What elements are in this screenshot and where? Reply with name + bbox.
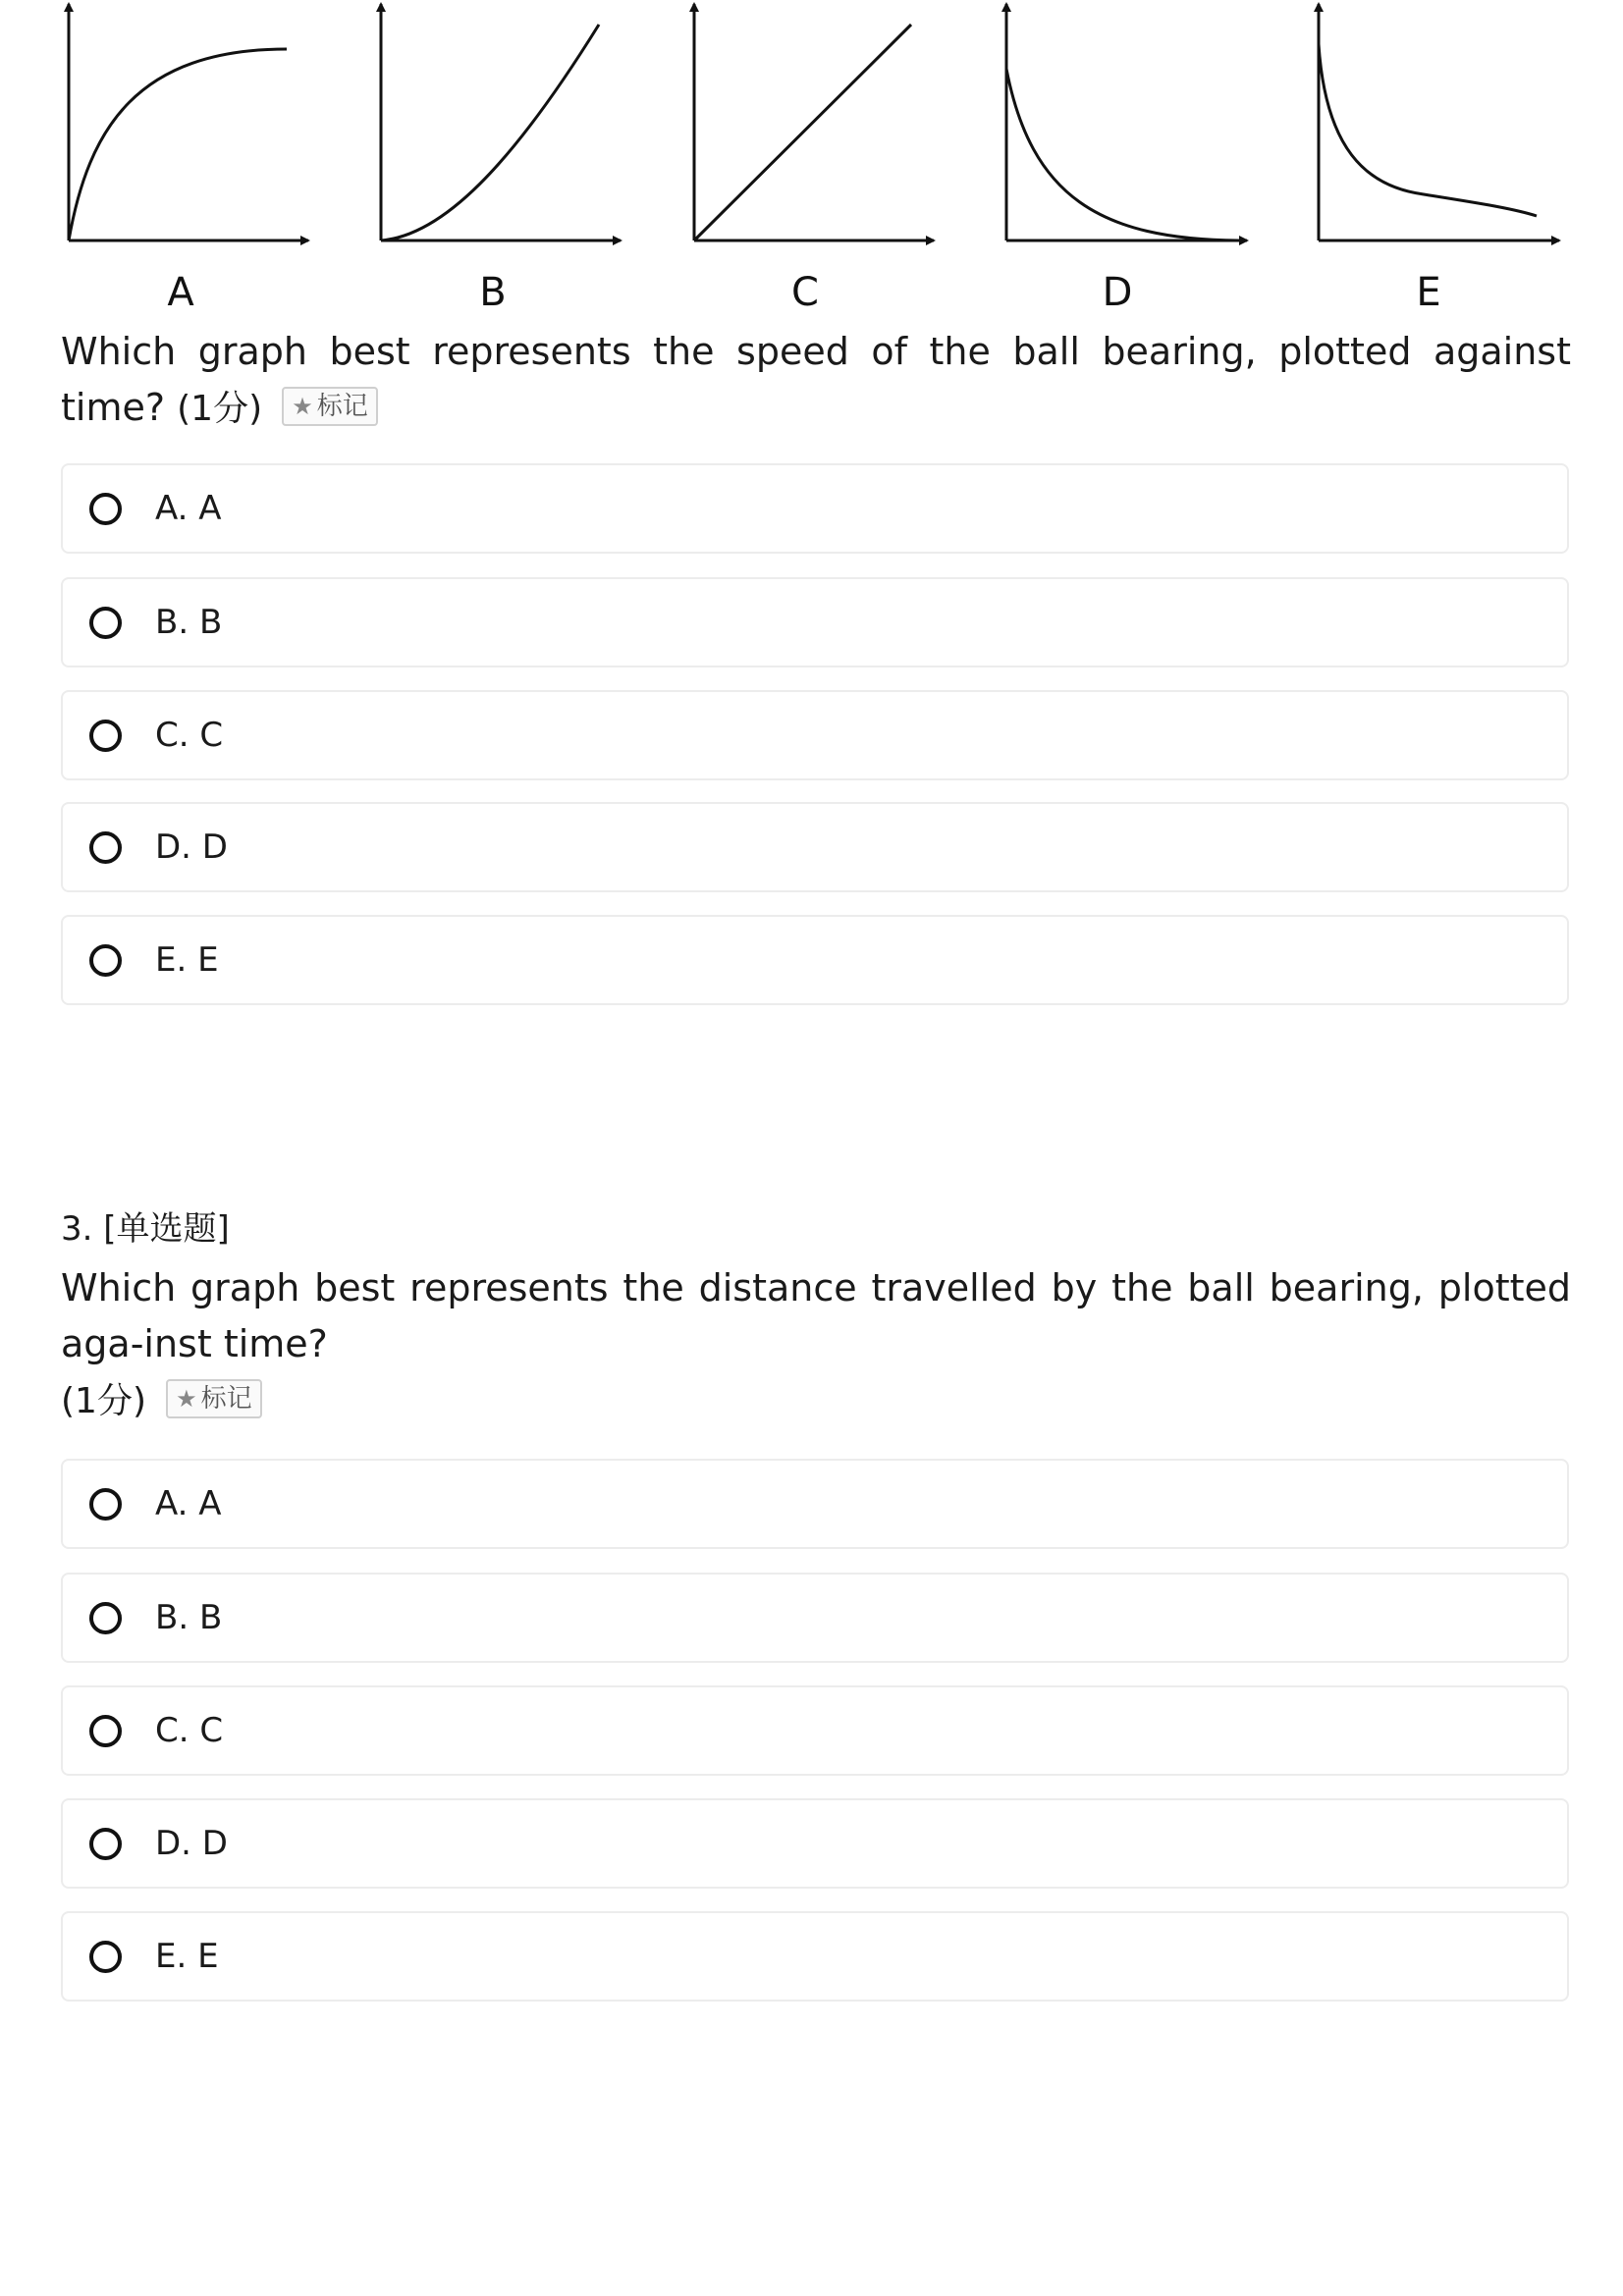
question-3-option-a[interactable] [61,1459,1569,1549]
radio-icon[interactable] [89,831,122,864]
question-2-text [61,324,1571,437]
option-label: A. A [155,489,222,528]
question-2-option-e[interactable] [61,915,1569,1005]
graph-a [69,4,308,240]
radio-icon[interactable] [89,1602,122,1634]
radio-icon[interactable] [89,493,122,525]
option-label: E. E [155,940,219,980]
radio-icon[interactable] [89,944,122,977]
star-icon: ★ [292,392,313,420]
radio-icon[interactable] [89,1828,122,1860]
graph-label-c: C [791,270,819,315]
option-label: C. C [155,716,224,755]
graph-label-a: A [167,270,194,315]
question-2-mark-button[interactable] [282,387,378,426]
question-2-prompt: Which graph best represents the speed of the ball bearing, plotted against time? [61,330,1571,429]
question-3-text [61,1260,1571,1429]
question-3-prompt: Which graph best represents the distance travelled by the ball bearing, plotted aga-inst time? [61,1266,1571,1365]
graph-c [694,4,934,240]
graph-label-d: D [1102,270,1133,315]
radio-icon[interactable] [89,1488,122,1521]
option-label: E. E [155,1937,219,1976]
question-3-score: (1分) [61,1381,146,1421]
option-label: A. A [155,1484,222,1523]
question-2-option-a[interactable] [61,463,1569,554]
radio-icon[interactable] [89,1941,122,1973]
question-3-option-c[interactable] [61,1685,1569,1776]
radio-icon[interactable] [89,1715,122,1747]
question-2-option-c[interactable] [61,690,1569,780]
question-3-option-d[interactable] [61,1798,1569,1889]
graph-d [1006,4,1247,240]
question-2-score: (1分) [177,389,263,429]
option-label: C. C [155,1711,224,1750]
graph-b [381,4,621,240]
mark-label: 标记 [200,1383,252,1414]
question-2-option-b[interactable] [61,577,1569,667]
star-icon: ★ [176,1384,197,1413]
question-3-mark-button[interactable] [166,1379,262,1418]
option-label: B. B [155,1598,223,1637]
radio-icon[interactable] [89,607,122,639]
mark-label: 标记 [316,391,368,421]
question-2-option-d[interactable] [61,802,1569,892]
graph-e [1319,4,1559,240]
option-label: D. D [155,828,228,867]
graph-label-b: B [479,270,507,315]
question-3-option-b[interactable] [61,1573,1569,1663]
radio-icon[interactable] [89,720,122,752]
question-3-option-e[interactable] [61,1911,1569,2002]
option-label: D. D [155,1824,228,1863]
graph-label-e: E [1416,270,1441,315]
option-label: B. B [155,603,223,642]
question-3-header: 3. [单选题] [61,1209,230,1249]
